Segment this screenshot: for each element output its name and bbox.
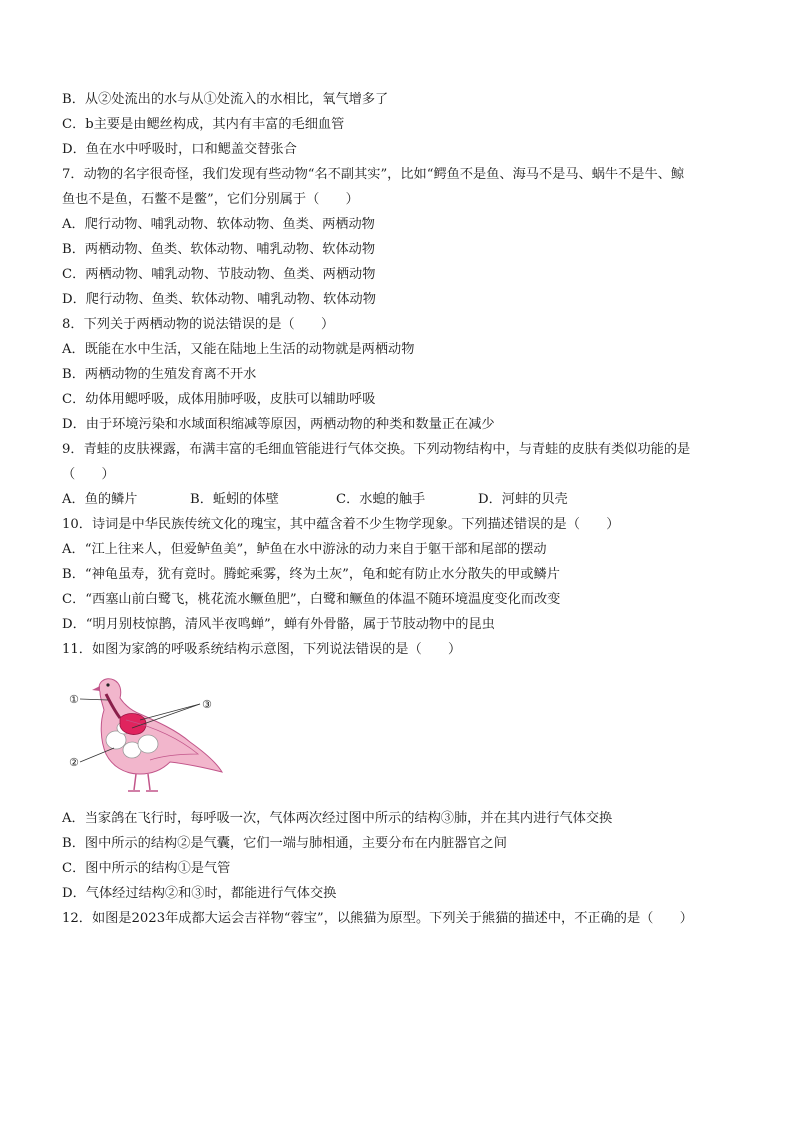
q10-option-a: A．“江上往来人，但爱鲈鱼美”，鲈鱼在水中游泳的动力来自于躯干部和尾部的摆动 [62, 542, 547, 557]
label-three: ③ [202, 698, 212, 711]
lung [120, 714, 146, 735]
label-line-3a [140, 704, 200, 720]
q10-option-b: B．“神龟虽寿，犹有竟时。腾蛇乘雾，终为土灰”，龟和蛇有防止水分散失的甲或鳞片 [62, 567, 560, 582]
pigeon-respiratory-diagram [66, 670, 226, 800]
q7-stem-line2: 鱼也不是鱼，石鳖不是鳖”，它们分别属于（ ） [62, 192, 359, 207]
q9-option-b: B．蚯蚓的体壁 [190, 492, 279, 507]
q9-stem-line2: （ ） [62, 467, 115, 482]
q6-option-d: D．鱼在水中呼吸时，口和鳃盖交替张合 [62, 142, 297, 157]
q9-option-c: C．水螅的触手 [336, 492, 426, 507]
q8-option-d: D．由于环境污染和水域面积缩减等原因，两栖动物的种类和数量正在减少 [62, 417, 495, 432]
q11-option-b: B．图中所示的结构②是气囊，它们一端与肺相通，主要分布在内脏器官之间 [62, 836, 507, 851]
q7-option-b: B．两栖动物、鱼类、软体动物、哺乳动物、软体动物 [62, 242, 376, 257]
q7-stem-line1: 7．动物的名字很奇怪，我们发现有些动物“名不副其实”，比如“鳄鱼不是鱼、海马不是马、蜗牛不是牛、鲸 [62, 167, 685, 182]
q10-option-d: D．“明月别枝惊鹊，清风半夜鸣蝉”，蝉有外骨骼，属于节肢动物中的昆虫 [62, 617, 495, 632]
q11-option-a: A．当家鸽在飞行时，每呼吸一次，气体两次经过图中所示的结构③肺，并在其内进行气体交换 [62, 811, 613, 826]
q9-option-d: D．河蚌的贝壳 [478, 492, 568, 507]
q8-option-c: C．幼体用鳃呼吸，成体用肺呼吸，皮肤可以辅助呼吸 [62, 392, 376, 407]
q11-option-c: C．图中所示的结构①是气管 [62, 861, 231, 876]
q8-option-b: B．两栖动物的生殖发育离不开水 [62, 367, 257, 382]
q9-option-a: A．鱼的鳞片 [62, 492, 138, 507]
label-one: ① [69, 693, 79, 706]
q8-option-a: A．既能在水中生活，又能在陆地上生活的动物就是两栖动物 [62, 342, 415, 357]
label-two: ② [69, 756, 79, 769]
q12-stem: 12．如图是2023年成都大运会吉祥物“蓉宝”，以熊猫为原型。下列关于熊猫的描述中，不正确的是（ ） [62, 911, 693, 926]
q6-option-c: C．b主要是由鳃丝构成，其内有丰富的毛细血管 [62, 117, 345, 132]
q11-option-d: D．气体经过结构②和③时，都能进行气体交换 [62, 886, 337, 901]
q10-option-c: C．“西塞山前白鹭飞，桃花流水鳜鱼肥”，白鹭和鳜鱼的体温不随环境温度变化而改变 [62, 592, 561, 607]
air-sac [138, 735, 158, 753]
q6-option-b: B．从②处流出的水与从①处流入的水相比，氧气增多了 [62, 92, 389, 107]
pigeon-beak [92, 686, 100, 691]
q9-stem-line1: 9．青蛙的皮肤裸露，布满丰富的毛细血管能进行气体交换。下列动物结构中，与青蛙的皮肤有类似功能的是 [62, 442, 691, 457]
q10-stem: 10．诗词是中华民族传统文化的瑰宝，其中蕴含着不少生物学现象。下列描述错误的是（ ） [62, 517, 620, 532]
q8-stem: 8．下列关于两栖动物的说法错误的是（ ） [62, 317, 335, 332]
pigeon-eye [106, 683, 109, 686]
pigeon-leg [148, 774, 150, 790]
q11-stem: 11．如图为家鸽的呼吸系统结构示意图，下列说法错误的是（ ） [62, 642, 462, 657]
q7-option-c: C．两栖动物、哺乳动物、节肢动物、鱼类、两栖动物 [62, 267, 376, 282]
q7-option-d: D．爬行动物、鱼类、软体动物、哺乳动物、软体动物 [62, 292, 376, 307]
q7-option-a: A．爬行动物、哺乳动物、软体动物、鱼类、两栖动物 [62, 217, 375, 232]
pigeon-leg [134, 774, 136, 790]
